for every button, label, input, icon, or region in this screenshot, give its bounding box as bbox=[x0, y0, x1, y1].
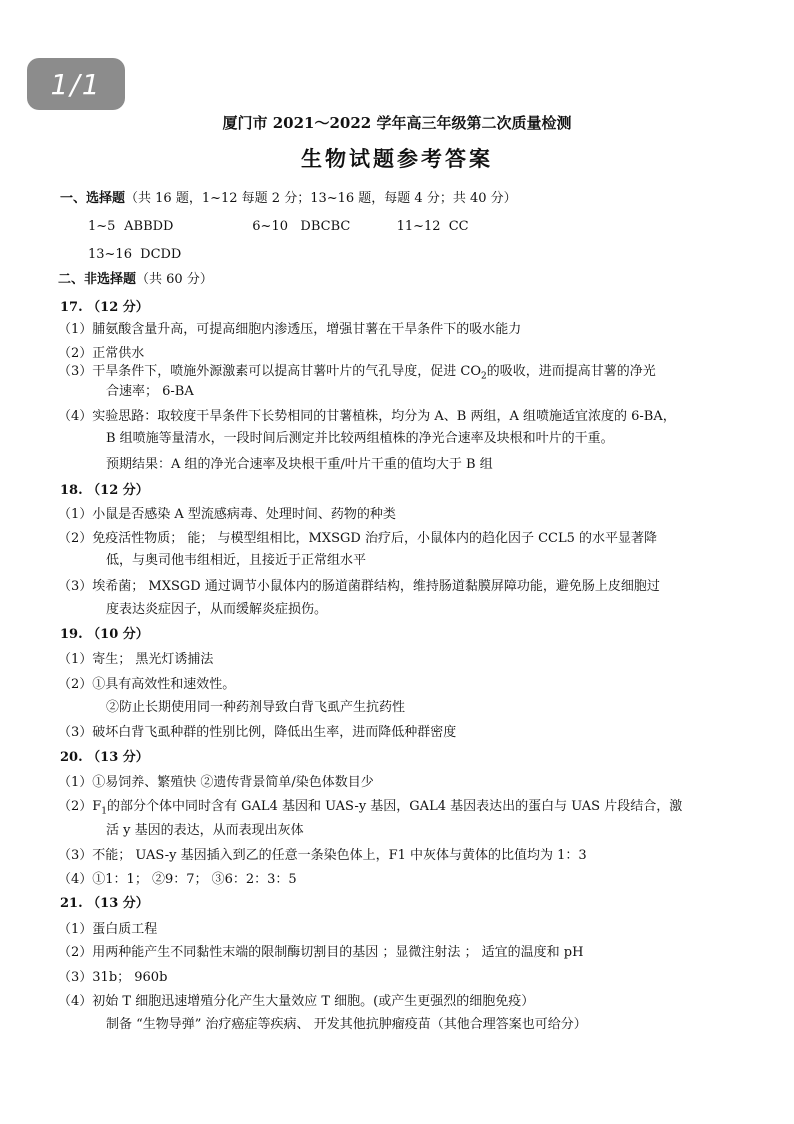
q21-answer-3: （3）31b； 960b bbox=[58, 970, 168, 985]
q17-answer-4-line2: B 组喷施等量清水，一段时间后测定并比较两组植株的净光合速率及块根和叶片的干重。 bbox=[106, 431, 614, 446]
q20-f1-subscript: 1 bbox=[101, 806, 108, 817]
q19-answer-2-line2: ②防止长期使用同一种药剂导致白背飞虱产生抗药性 bbox=[106, 700, 406, 715]
mc-answer: CC bbox=[448, 219, 469, 234]
q17-answer-3-text-cont: 的吸收，进而提高甘薯的净光 bbox=[486, 364, 656, 379]
page-badge: 1/1 bbox=[27, 58, 125, 110]
q17-heading: 17. （12 分） bbox=[60, 300, 149, 315]
q21-answer-2: （2）用两种能产生不同黏性末端的限制酶切割目的基因 ；显微注射法 ； 适宜的温度和 pH bbox=[58, 945, 584, 960]
mc-row-1 bbox=[88, 218, 489, 236]
q20-answer-2 bbox=[58, 798, 682, 821]
q20-answer-1: （1）①易饲养、繁殖快 ②遗传背景简单/染色体数目少 bbox=[58, 775, 374, 790]
document-subtitle: 生物试题参考答案 bbox=[301, 146, 493, 171]
section2-header bbox=[58, 271, 213, 289]
mc-range: 13~16 bbox=[88, 247, 132, 262]
section1-note: （共 16 题，1~12 每题 2 分；13~16 题，每题 4 分；共 40 分） bbox=[125, 191, 517, 206]
q17-co2-subscript: 2 bbox=[481, 371, 487, 382]
mc-answer: DCDD bbox=[140, 247, 182, 262]
q19-answer-2: （2）①具有高效性和速效性。 bbox=[58, 677, 236, 692]
mc-range: 11~12 bbox=[396, 219, 441, 234]
q18-answer-2: （2）免疫活性物质； 能； 与模型组相比，MXSGD 治疗后，小鼠体内的趋化因子 CCL5 的水平显著降 bbox=[58, 531, 658, 546]
q18-answer-1: （1）小鼠是否感染 A 型流感病毒、处理时间、药物的种类 bbox=[58, 507, 396, 522]
q17-answer-2: （2）正常供水 bbox=[58, 346, 145, 361]
q18-answer-3: （3）埃希菌； MXSGD 通过调节小鼠体内的肠道菌群结构，维持肠道黏膜屏障功能，避免肠上皮细胞过 bbox=[58, 579, 660, 594]
q20-answer-4: （4）①1：1； ②9：7； ③6：2：3：5 bbox=[58, 872, 297, 887]
q19-answer-3: （3）破坏白背飞虱种群的性别比例，降低出生率，进而降低种群密度 bbox=[58, 725, 457, 740]
q18-answer-2-line2: 低，与奥司他韦组相近，且接近于正常组水平 bbox=[106, 553, 367, 568]
mc-answer: DBCBC bbox=[300, 219, 351, 234]
q17-answer-3-text: （3）干旱条件下，喷施外源激素可以提高甘薯叶片的气孔导度，促进 CO bbox=[58, 364, 482, 379]
q21-answer-4-line2: 制备 “生物导弹” 治疗癌症等疾病、 开发其他抗肿瘤疫苗（其他合理答案也可给分） bbox=[106, 1017, 587, 1032]
q19-answer-1: （1）寄生； 黑光灯诱捕法 bbox=[58, 652, 214, 667]
q21-answer-4: （4）初始 T 细胞迅速增殖分化产生大量效应 T 细胞。(或产生更强烈的细胞免疫） bbox=[58, 994, 535, 1009]
q17-answer-3-line2: 合速率； 6-BA bbox=[106, 384, 194, 399]
section2-heading: 二、非选择题 bbox=[58, 272, 137, 287]
q18-heading: 18. （12 分） bbox=[60, 483, 149, 498]
mc-row-2 bbox=[88, 246, 181, 264]
q17-answer-4-line3: 预期结果：A 组的净光合速率及块根干重/叶片干重的值均大于 B 组 bbox=[106, 457, 493, 472]
q21-answer-1: （1）蛋白质工程 bbox=[58, 922, 158, 937]
mc-range: 1~5 bbox=[88, 219, 116, 234]
q20-answer-2-text-cont: 的部分个体中同时含有 GAL4 基因和 UAS-y 基因，GAL4 基因表达出的蛋白与 UAS 片段结合，激 bbox=[107, 799, 683, 814]
section1-heading: 一、选择题 bbox=[60, 191, 126, 206]
q20-answer-3: （3）不能； UAS-y 基因插入到乙的任意一条染色体上，F1 中灰体与黄体的比值均为 1：3 bbox=[58, 848, 587, 863]
q20-heading: 20. （13 分） bbox=[60, 750, 149, 765]
section2-note: （共 60 分） bbox=[136, 272, 213, 287]
q18-answer-3-line2: 度表达炎症因子，从而缓解炎症损伤。 bbox=[106, 602, 328, 617]
q17-answer-1: （1）脯氨酸含量升高，可提高细胞内渗透压，增强甘薯在干旱条件下的吸水能力 bbox=[58, 322, 522, 337]
q17-answer-4: （4）实验思路：取较度干旱条件下长势相同的甘薯植株，均分为 A、B 两组，A 组喷施适宜浓度的 6-BA， bbox=[58, 409, 676, 424]
q20-answer-2-text: （2）F bbox=[58, 799, 102, 814]
q19-heading: 19. （10 分） bbox=[60, 627, 149, 642]
document-title: 厦门市 2021～2022 学年高三年级第二次质量检测 bbox=[222, 114, 572, 132]
mc-range: 6~10 bbox=[252, 219, 288, 234]
q21-heading: 21. （13 分） bbox=[60, 896, 149, 911]
mc-answer: ABBDD bbox=[124, 219, 174, 234]
q20-answer-2-line2: 活 y 基因的表达，从而表现出灰体 bbox=[106, 823, 304, 838]
section1-header bbox=[60, 190, 517, 208]
